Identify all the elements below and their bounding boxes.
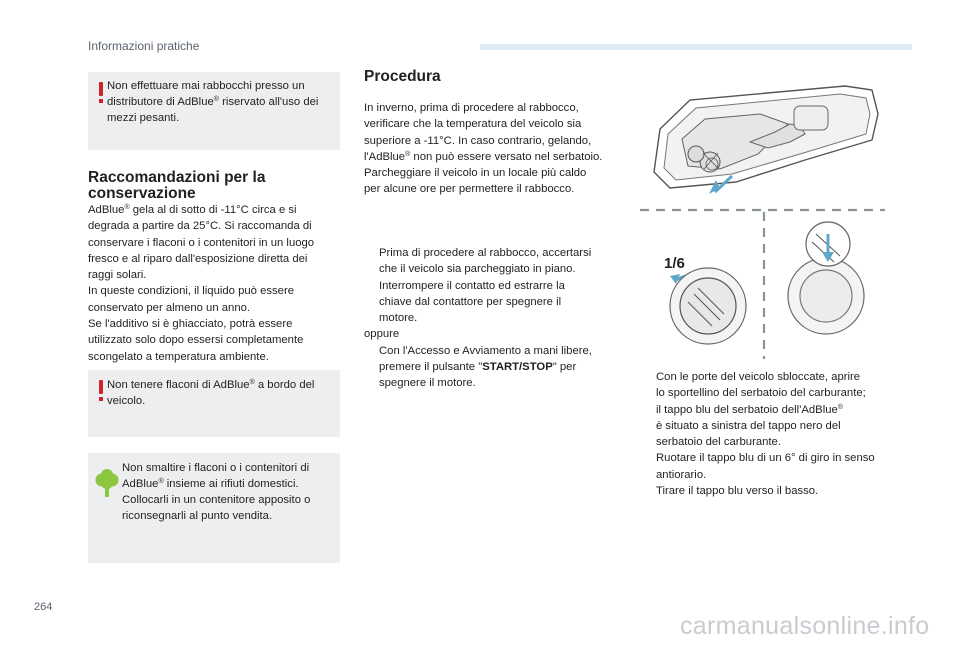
fraction-label: 1/6 (664, 255, 685, 272)
warning-note-vehicle (88, 370, 340, 437)
note-line: distributore di AdBlue® riservato all'uso dei (107, 96, 319, 108)
list-item: Ruotare il tappo blu di un 6° di giro in senso antiorario. (656, 452, 875, 481)
procedure-title: Procedura (364, 68, 441, 85)
rotate-cap-illustration (664, 255, 746, 344)
header-bar (480, 44, 912, 50)
list-item: Tirare il tappo blu verso il basso. (656, 485, 819, 498)
note-line: AdBlue® insieme ai rifiuti domestici. (122, 478, 299, 490)
section-title-storage: Raccomandazioni per la conservazione (88, 169, 266, 202)
adblue-cap-illustration (640, 84, 885, 359)
list-item: Con l'Accesso e Avviamento a mani libere, premere il pulsante "START/STOP" per spegnere il motore. (379, 344, 592, 390)
pull-cap-illustration (788, 222, 864, 334)
list-item: Interrompere il contatto ed estrarre la chiave dal contattore per spegnere il motore. (379, 279, 565, 325)
procedure-steps (364, 245, 626, 392)
tree-icon (94, 469, 120, 499)
note-line: mezzi pesanti. (107, 112, 180, 124)
warning-icon (98, 380, 104, 402)
header-title: Informazioni pratiche (88, 39, 200, 53)
fuel-flap-illustration (654, 86, 878, 194)
cap-steps (641, 369, 901, 499)
note-line: Non smaltire i flaconi o i contenitori di (122, 462, 310, 474)
page-number: 264 (34, 601, 53, 613)
note-line: Non effettuare mai rabbocchi presso un (107, 80, 305, 92)
warning-icon (98, 82, 104, 104)
storage-paragraph: AdBlue® gela al di sotto di -11°C circa e si degrada a partire da 25°C. Si raccomanda di conservare i flaconi o i contenitori in un luogo fresco e al riparo dall'esposizione diretta dei raggi solari. In queste condizioni, il liquido può essere conservato per almeno un anno. Se l'additivo si è ghiacciato, potrà essere utilizzato solo dopo essersi completamente scongelato a temperatura ambiente. (88, 204, 315, 363)
list-item: Con le porte del veicolo sbloccate, aprire lo sportellino del serbatoio del carburante; il tappo blu del serbatoio dell'AdBlue® è situato a sinistra del tappo nero del serbatoio del carburante. (656, 371, 866, 449)
note-line: Non tenere flaconi di AdBlue® a bordo del (107, 379, 315, 391)
note-line: riconsegnarli al punto vendita. (122, 510, 273, 522)
note-line: veicolo. (107, 395, 146, 407)
eco-note-disposal (88, 453, 340, 563)
warning-note-refill (88, 72, 340, 150)
list-item: Prima di procedere al rabbocco, accertarsi che il veicolo sia parcheggiato in piano. (379, 247, 592, 276)
procedure-intro: In inverno, prima di procedere al rabbocco, verificare che la temperatura del veicolo sia superiore a -11°C. In caso contrario, gelando, l'AdBlue® non può essere versato nel serbatoio. Parcheggiare il veicolo in un locale più caldo per alcune ore per permettere il rabbocco. (364, 102, 603, 196)
oppure-label: oppure (364, 328, 400, 341)
note-line: Collocarli in un contenitore apposito o (122, 494, 311, 506)
watermark: carmanualsonline.info (680, 612, 930, 640)
